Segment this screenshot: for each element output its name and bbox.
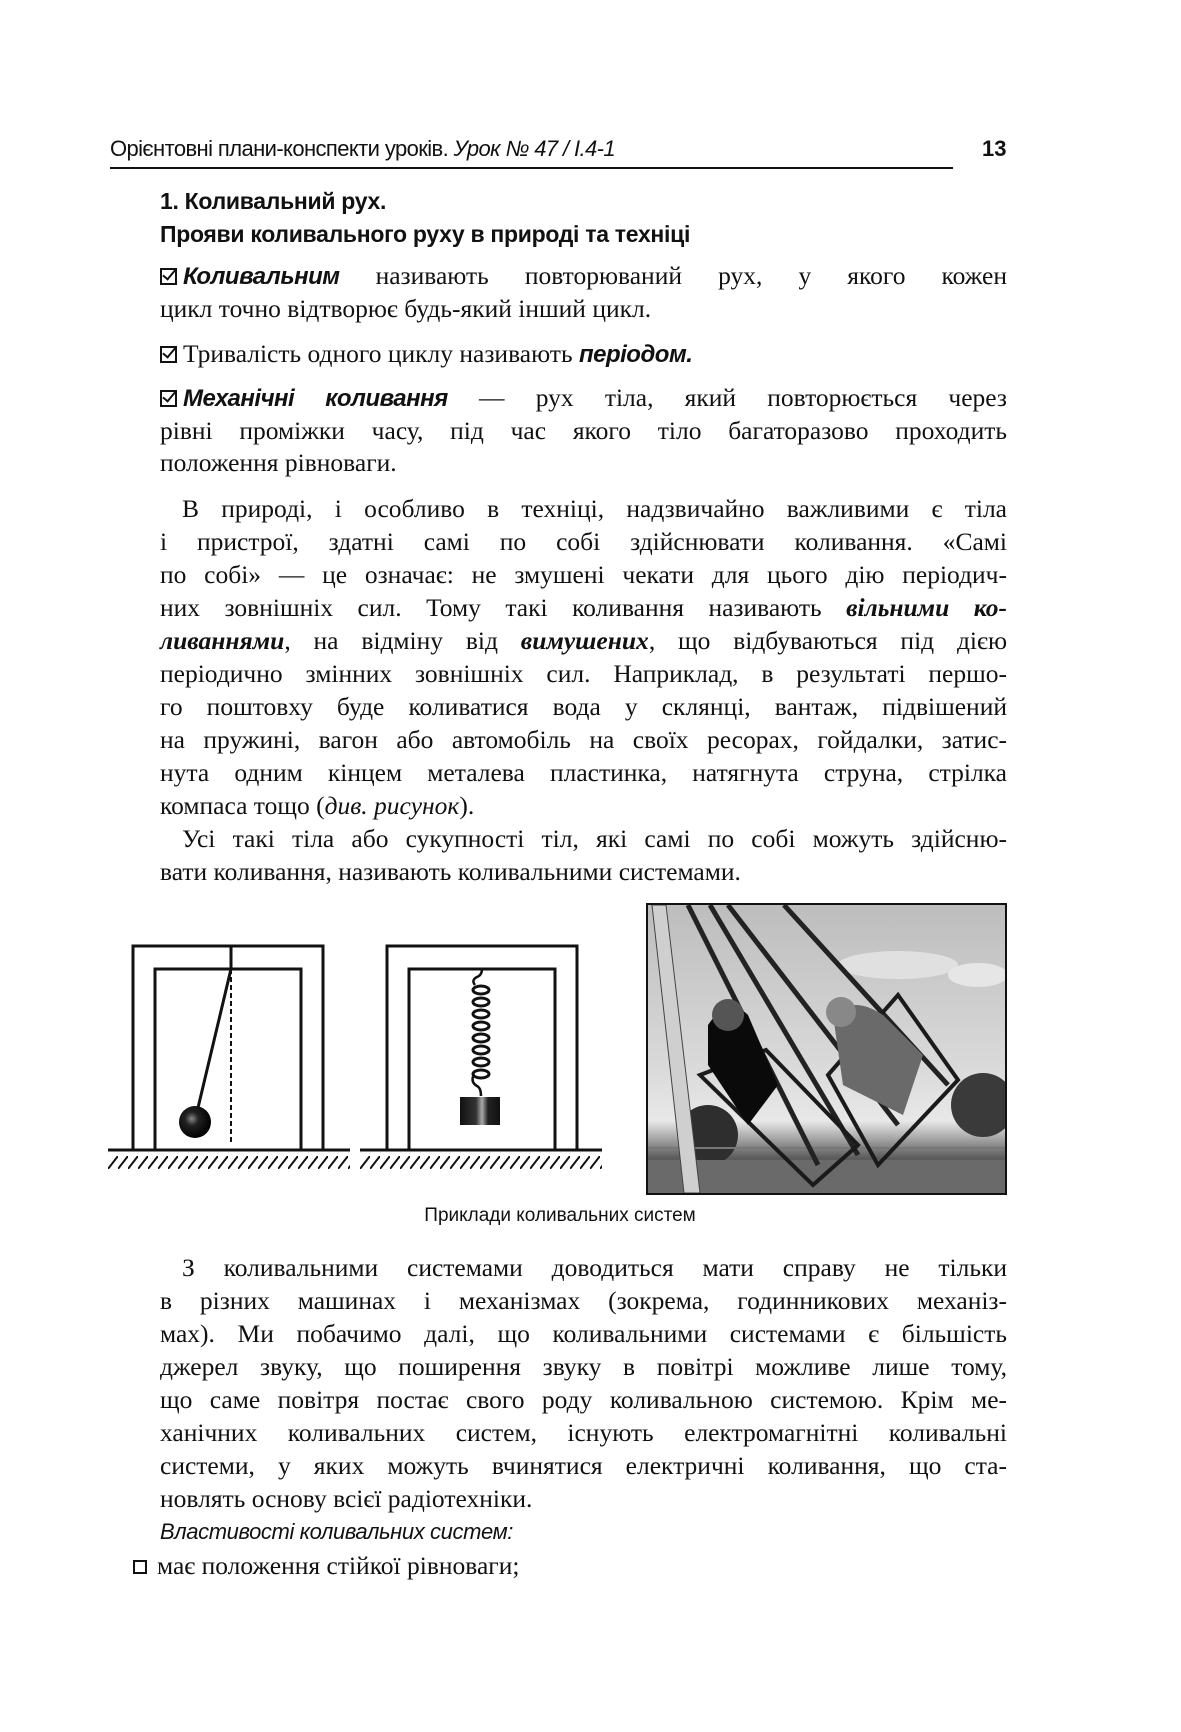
paragraph-line: системи, у яких можуть вчинятися електричні коливання, що ста- <box>160 1451 1007 1480</box>
running-title: Орієнтовні плани-конспекти уроків. <box>110 136 449 161</box>
term-free-oscillations: вільними ко- <box>846 593 1007 622</box>
paragraph-line: Усі такі тіла або сукупності тіл, які самі по собі можуть здійсню- <box>182 824 1007 853</box>
paragraph-line: джерел звуку, що поширення звуку в повітрі можливе лише тому, <box>160 1352 1007 1381</box>
paragraph-line: них зовнішніх сил. Тому такі коливання називають вільними ко- <box>160 593 1007 622</box>
section-subheading: Прояви коливального руху в природі та техніці <box>160 221 691 247</box>
swing-photo <box>646 903 1007 1195</box>
running-header <box>110 136 615 162</box>
term: Коливальним <box>183 263 340 290</box>
checkbox-checked-icon <box>160 268 177 285</box>
paragraph-line: ливаннями, на відміну від вимушених, що відбуваються під дією <box>160 626 1008 655</box>
paragraph-line: і пристрої, здатні самі по собі здійснювати коливання. «Самі <box>160 527 1007 556</box>
figure-reference: див. рисунок <box>324 791 460 820</box>
paragraph-line: ханічних коливальних систем, існують електромагнітні коливальні <box>160 1418 1007 1447</box>
paragraph-line: періодично змінних зовнішніх сил. Наприклад, в результаті першо- <box>160 659 1007 688</box>
paragraph-line: вати коливання, називають коливальними системами. <box>160 857 741 886</box>
definition-mechanical-cont: рівні проміжки часу, під час якого тіло багаторазово проходить <box>160 416 1007 445</box>
term-forced: вимушених <box>520 626 649 655</box>
definition-mechanical: Механічні коливання — рух тіла, який повторюється через <box>160 383 1007 414</box>
square-bullet-icon <box>133 1560 147 1574</box>
paragraph-line: на пружині, вагон або автомобіль на своїх ресорах, гойдалки, затис- <box>160 725 1007 754</box>
property-item: має положення стійкої рівноваги; <box>133 1551 519 1581</box>
paragraph-line: новлять основу всієї радіотехніки. <box>160 1484 533 1513</box>
paragraph-line: В природі, і особливо в техніці, надзвичайно важливими є тіла <box>182 494 1007 523</box>
paragraph-line: З коливальними системами доводиться мати справу не тільки <box>182 1253 1007 1282</box>
paragraph-line: го поштовху буде коливатися вода у склянці, вантаж, підвішений <box>160 692 1007 721</box>
lesson-number: Урок № 47 / І.4-1 <box>453 136 616 161</box>
pendulum-diagram <box>108 940 350 1172</box>
checkbox-checked-icon <box>160 346 177 363</box>
spring-mass-diagram <box>360 940 602 1172</box>
header-rule <box>110 167 953 169</box>
term: періодом. <box>578 341 693 368</box>
definition-oscillation-cont: цикл точно відтворює будь-який інший цикл. <box>160 294 652 323</box>
paragraph-line: по собі» — це означає: не змушені чекати для цього дію періодич- <box>160 560 1007 589</box>
paragraph-line: компаса тощо (див. рисунок). <box>160 791 475 820</box>
page-number: 13 <box>982 136 1007 161</box>
paragraph-line: мах). Ми побачимо далі, що коливальними системами є більшість <box>160 1319 1007 1348</box>
properties-title: Властивості коливальних систем: <box>160 1519 513 1544</box>
paragraph-line: що саме повітря постає свого роду коливальною системою. Крім ме- <box>160 1385 1007 1414</box>
definition-mechanical-end: положення рівноваги. <box>160 448 397 477</box>
term: Механічні коливання <box>183 385 448 412</box>
figure-caption: Приклади коливальних систем <box>424 1205 696 1226</box>
paragraph-line: в різних машинах і механізмах (зокрема, годинникових механіз- <box>160 1286 1007 1315</box>
section-heading: 1. Коливальний рух. <box>160 188 387 214</box>
checkbox-checked-icon <box>160 390 177 407</box>
definition-oscillation: Коливальним називають повторюваний рух, у якого кожен <box>160 261 1007 292</box>
definition-period: Тривалість одного циклу називають періодом. <box>160 339 692 370</box>
paragraph-line: нута одним кінцем металева пластинка, натягнута струна, стрілка <box>160 758 1007 787</box>
